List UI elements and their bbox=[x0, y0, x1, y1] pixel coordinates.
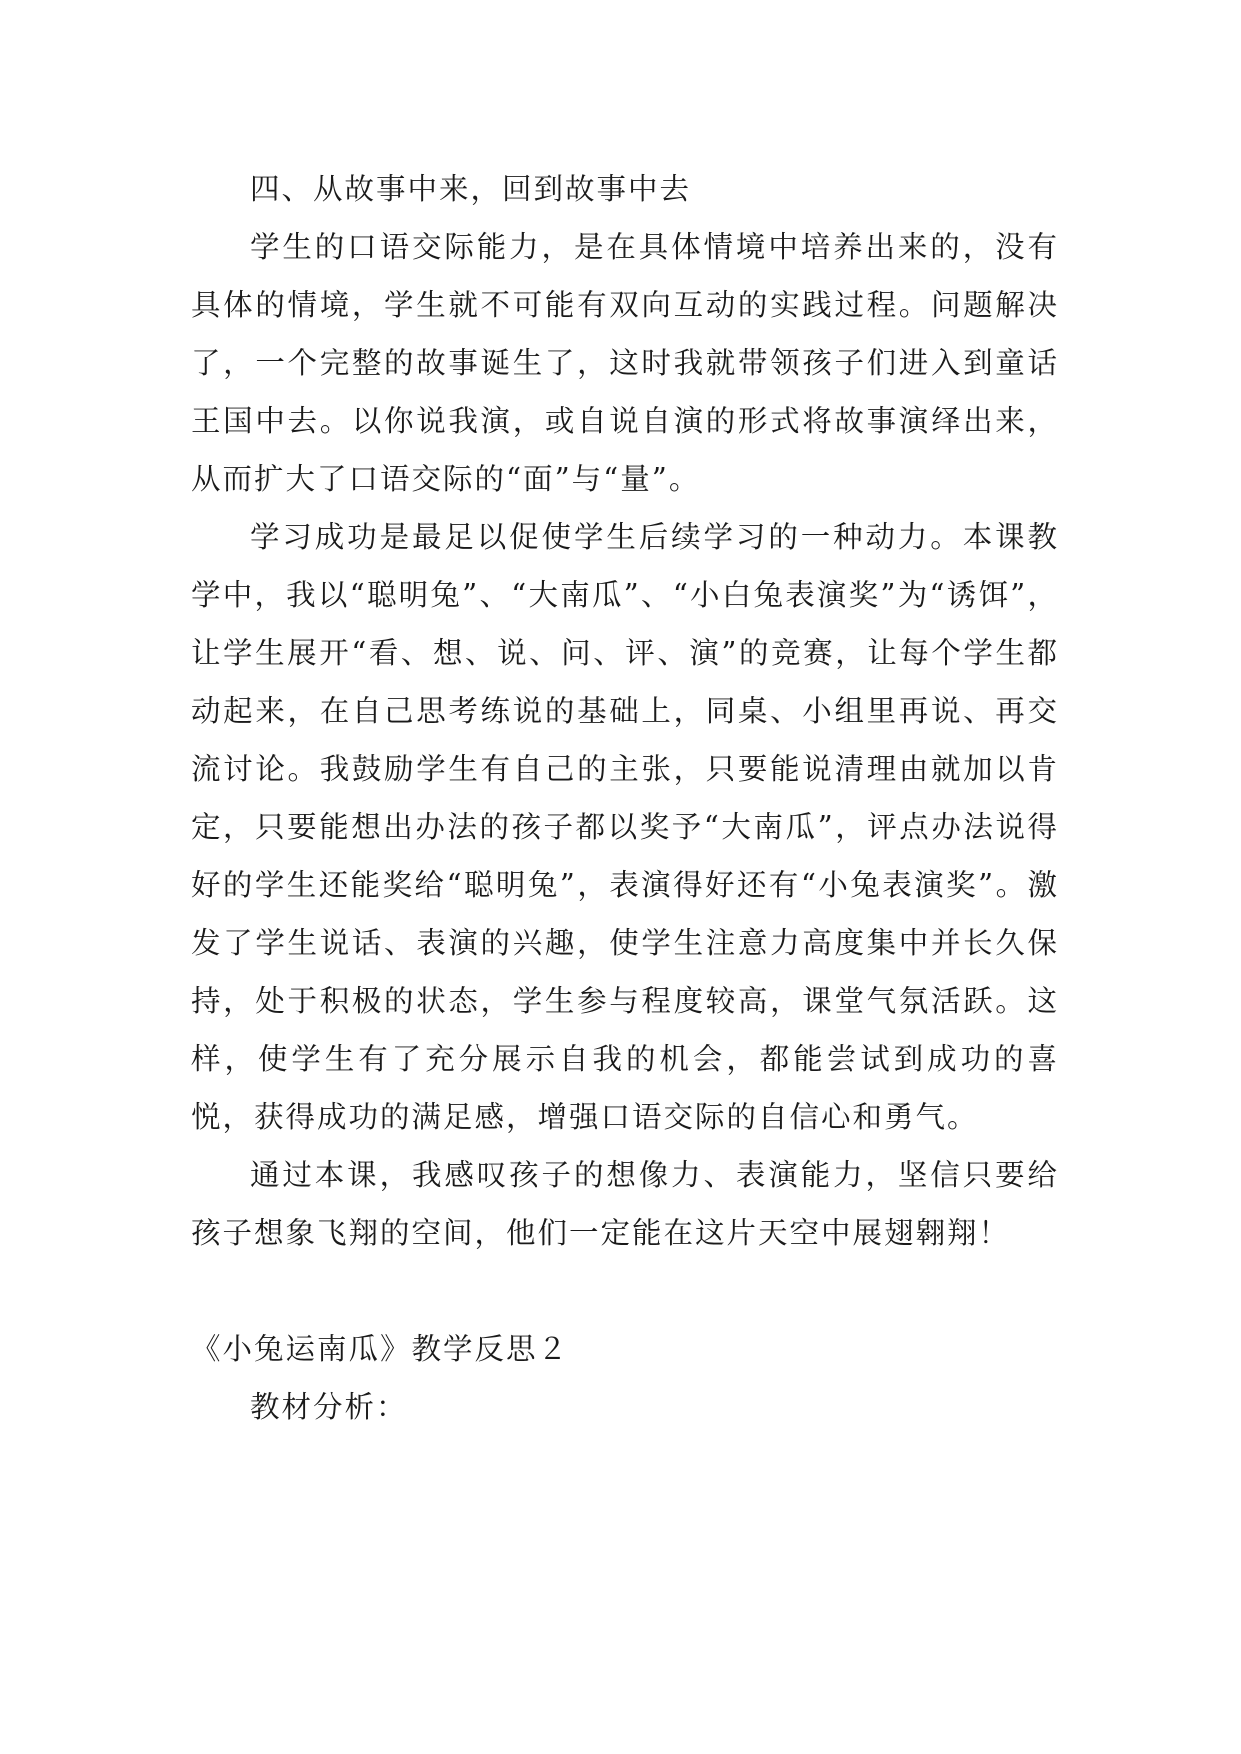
blank-line bbox=[191, 1262, 1059, 1320]
section-heading: 四、从故事中来，回到故事中去 bbox=[250, 172, 692, 206]
paragraph-3: 通过本课，我感叹孩子的想像力、表演能力，坚信只要给孩子想象飞翔的空间，他们一定能在这片天空中展翅翱翔！ bbox=[191, 1158, 1059, 1250]
document-title-2: 《小兔运南瓜》教学反思２ bbox=[191, 1332, 570, 1366]
paragraph-1: 学生的口语交际能力，是在具体情境中培养出来的，没有具体的情境，学生就不可能有双向互动的实践过程。问题解决了，一个完整的故事诞生了，这时我就带领孩子们进入到童话王国中去。以你说我演，或自说自演的形式将故事演绎出来，从而扩大了口语交际的“面”与“量”。 bbox=[191, 230, 1059, 496]
paragraph-2: 学习成功是最足以促使学生后续学习的一种动力。本课教学中，我以“聪明兔”、“大南瓜”、“小白兔表演奖”为“诱饵”，让学生展开“看、想、说、问、评、演”的竞赛，让每个学生都动起来，在自己思考练说的基础上，同桌、小组里再说、再交流讨论。我鼓励学生有自己的主张，只要能说清理由就加以肯定，只要能想出办法的孩子都以奖予“大南瓜”，评点办法说得好的学生还能奖给“聪明兔”，表演得好还有“小兔表演奖”。激发了学生说话、表演的兴趣，使学生注意力高度集中并长久保持，处于积极的状态，学生参与程度较高，课堂气氛活跃。这样，使学生有了充分展示自我的机会，都能尝试到成功的喜悦，获得成功的满足感，增强口语交际的自信心和勇气。 bbox=[191, 520, 1059, 1134]
document-body bbox=[191, 160, 1059, 1436]
subheading-textbook-analysis: 教材分析： bbox=[250, 1390, 408, 1424]
